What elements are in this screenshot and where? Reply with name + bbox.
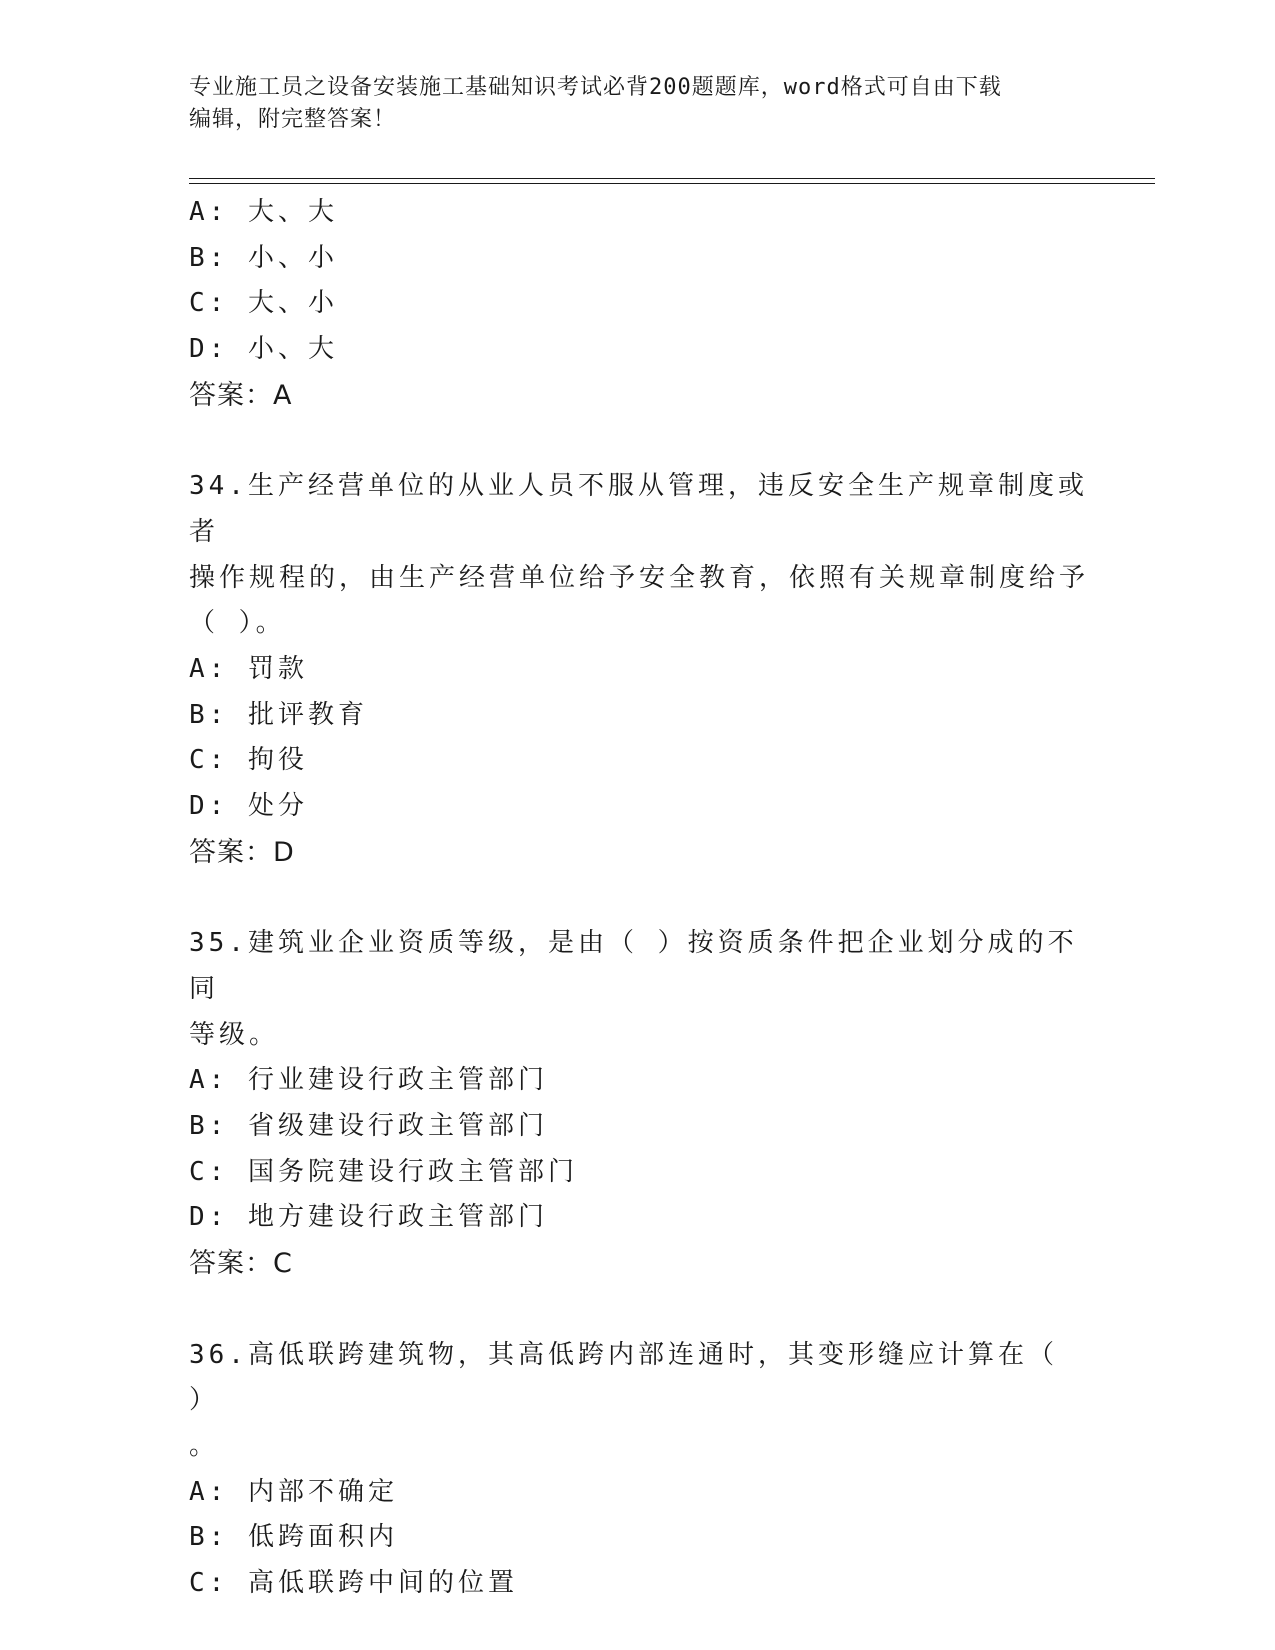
option-c: C: 高低联跨中间的位置 [189,1568,518,1599]
question-34 [189,464,1089,875]
question-stem-line: 34.生产经营单位的从业人员不服从管理，违反安全生产规章制度或者 [189,471,1088,547]
option-c: C: 国务院建设行政主管部门 [189,1156,578,1187]
option-b: B: 批评教育 [189,699,368,730]
option-a: A: 行业建设行政主管部门 [189,1065,548,1096]
question-stem-line: 。 [189,1430,220,1461]
option-a: A: 大、大 [189,197,338,227]
spacer [189,419,1089,465]
option-a: A: 内部不确定 [189,1476,398,1507]
question-stem-line: 操作规程的，由生产经营单位给予安全教育，依照有关规章制度给予 [189,562,1090,593]
question-stem-line: 等级。 [189,1019,280,1050]
option-b: B: 省级建设行政主管部门 [189,1111,548,1142]
header-title-line-1: 专业施工员之设备安装施工基础知识考试必背200题题库，word格式可自由下载 [189,75,1002,100]
answer: 答案：D [189,836,295,868]
spacer [189,1287,1089,1333]
option-b: B: 小、小 [189,242,338,273]
option-b: B: 低跨面积内 [189,1522,398,1553]
question-stem-line: （ ）。 [189,608,286,639]
question-list [189,190,1089,1607]
option-c: C: 大、小 [189,288,338,319]
answer: 答案：C [189,1248,293,1280]
option-a: A: 罚款 [189,654,308,685]
option-c: C: 拘役 [189,745,308,776]
question-stem-line: 35.建筑业企业资质等级，是由（ ）按资质条件把企业划分成的不同 [189,928,1078,1004]
option-d: D: 小、大 [189,334,338,365]
question-35 [189,921,1089,1287]
question-stem-line: 36.高低联跨建筑物，其高低跨内部连通时，其变形缝应计算在（ ） [189,1339,1078,1416]
header-divider-top [189,178,1155,179]
question-36 [189,1333,1089,1607]
spacer [189,876,1089,922]
option-d: D: 地方建设行政主管部门 [189,1202,548,1233]
question-33 [189,190,1089,419]
header-title-line-2: 编辑，附完整答案！ [189,107,397,132]
answer: 答案：A [189,379,293,411]
document-header [189,72,1089,136]
header-divider-bottom [189,183,1155,184]
option-d: D: 处分 [189,791,308,822]
